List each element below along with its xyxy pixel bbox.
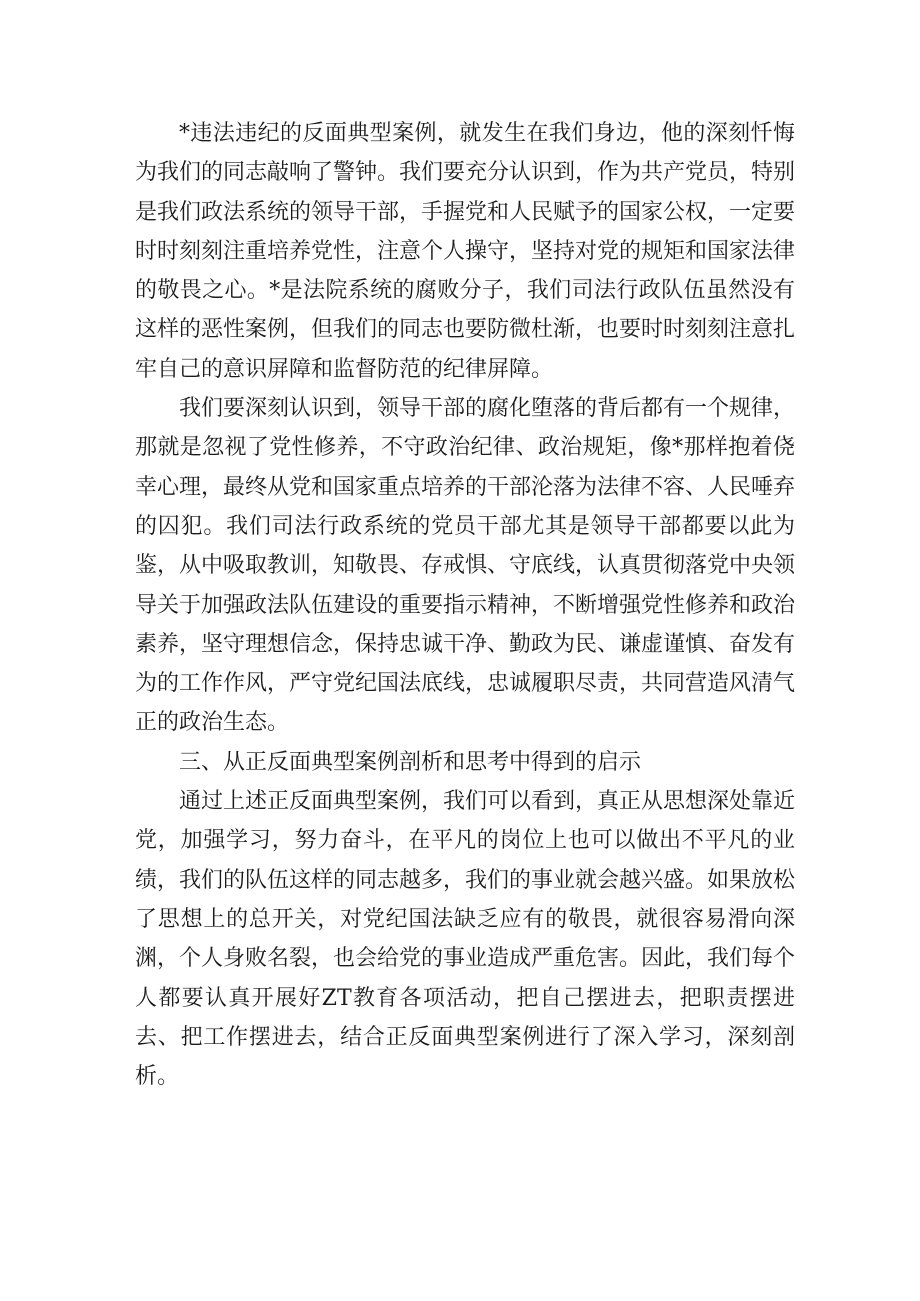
paragraph-negative-case: *违法违纪的反面典型案例，就发生在我们身边，他的深刻忏悔为我们的同志敲响了警钟。我们要充分认识到，作为共产党员，特别是我们政法系统的领导干部，手握党和人民赋予的国家公权，一定要时时刻刻注重培养党性，注意个人操守，坚持对党的规矩和国家法律的敬畏之心。*是法院系统的腐败分子，我们司法行政队伍虽然没有这样的恶性案例，但我们的同志也要防微杜渐，也要时时刻刻注意扎牢自己的意识屏障和监督防范的纪律屏障。 (135, 121, 796, 382)
paragraph-lesson: 我们要深刻认识到，领导干部的腐化堕落的背后都有一个规律，那就是忽视了党性修养，不守政治纪律、政治规矩，像*那样抱着侥幸心理，最终从党和国家重点培养的干部沦落为法律不容、人民唾弃的囚犯。我们司法行政系统的党员干部尤其是领导干部都要以此为鉴，从中吸取教训，知敬畏、存戒惧、守底线，认真贯彻落党中央领导关于加强政法队伍建设的重要指示精神，不断增强党性修养和政治素养，坚守理想信念，保持忠诚干净、勤政为民、谦虚谨慎、奋发有为的工作作风，严守党纪国法底线，忠诚履职尽责，共同营造风清气正的政治生态。 (135, 396, 796, 736)
section-heading: 三、从正反面典型案例剖析和思考中得到的启示 (179, 749, 642, 775)
paragraph-conclusion: 通过上述正反面典型案例，我们可以看到，真正从思想深处靠近党，加强学习，努力奋斗，在平凡的岗位上也可以做出不平凡的业绩，我们的队伍这样的同志越多，我们的事业就会越兴盛。如果放松了思想上的总开关，对党纪国法缺乏应有的敬畏，就很容易滑向深渊，个人身败名裂，也会给党的事业造成严重危害。因此，我们每个人都要认真开展好ZT教育各项活动，把自己摆进去，把职责摆进去、把工作摆进去，结合正反面典型案例进行了深入学习，深刻剖析。 (135, 789, 796, 1090)
document-body (135, 114, 795, 1096)
